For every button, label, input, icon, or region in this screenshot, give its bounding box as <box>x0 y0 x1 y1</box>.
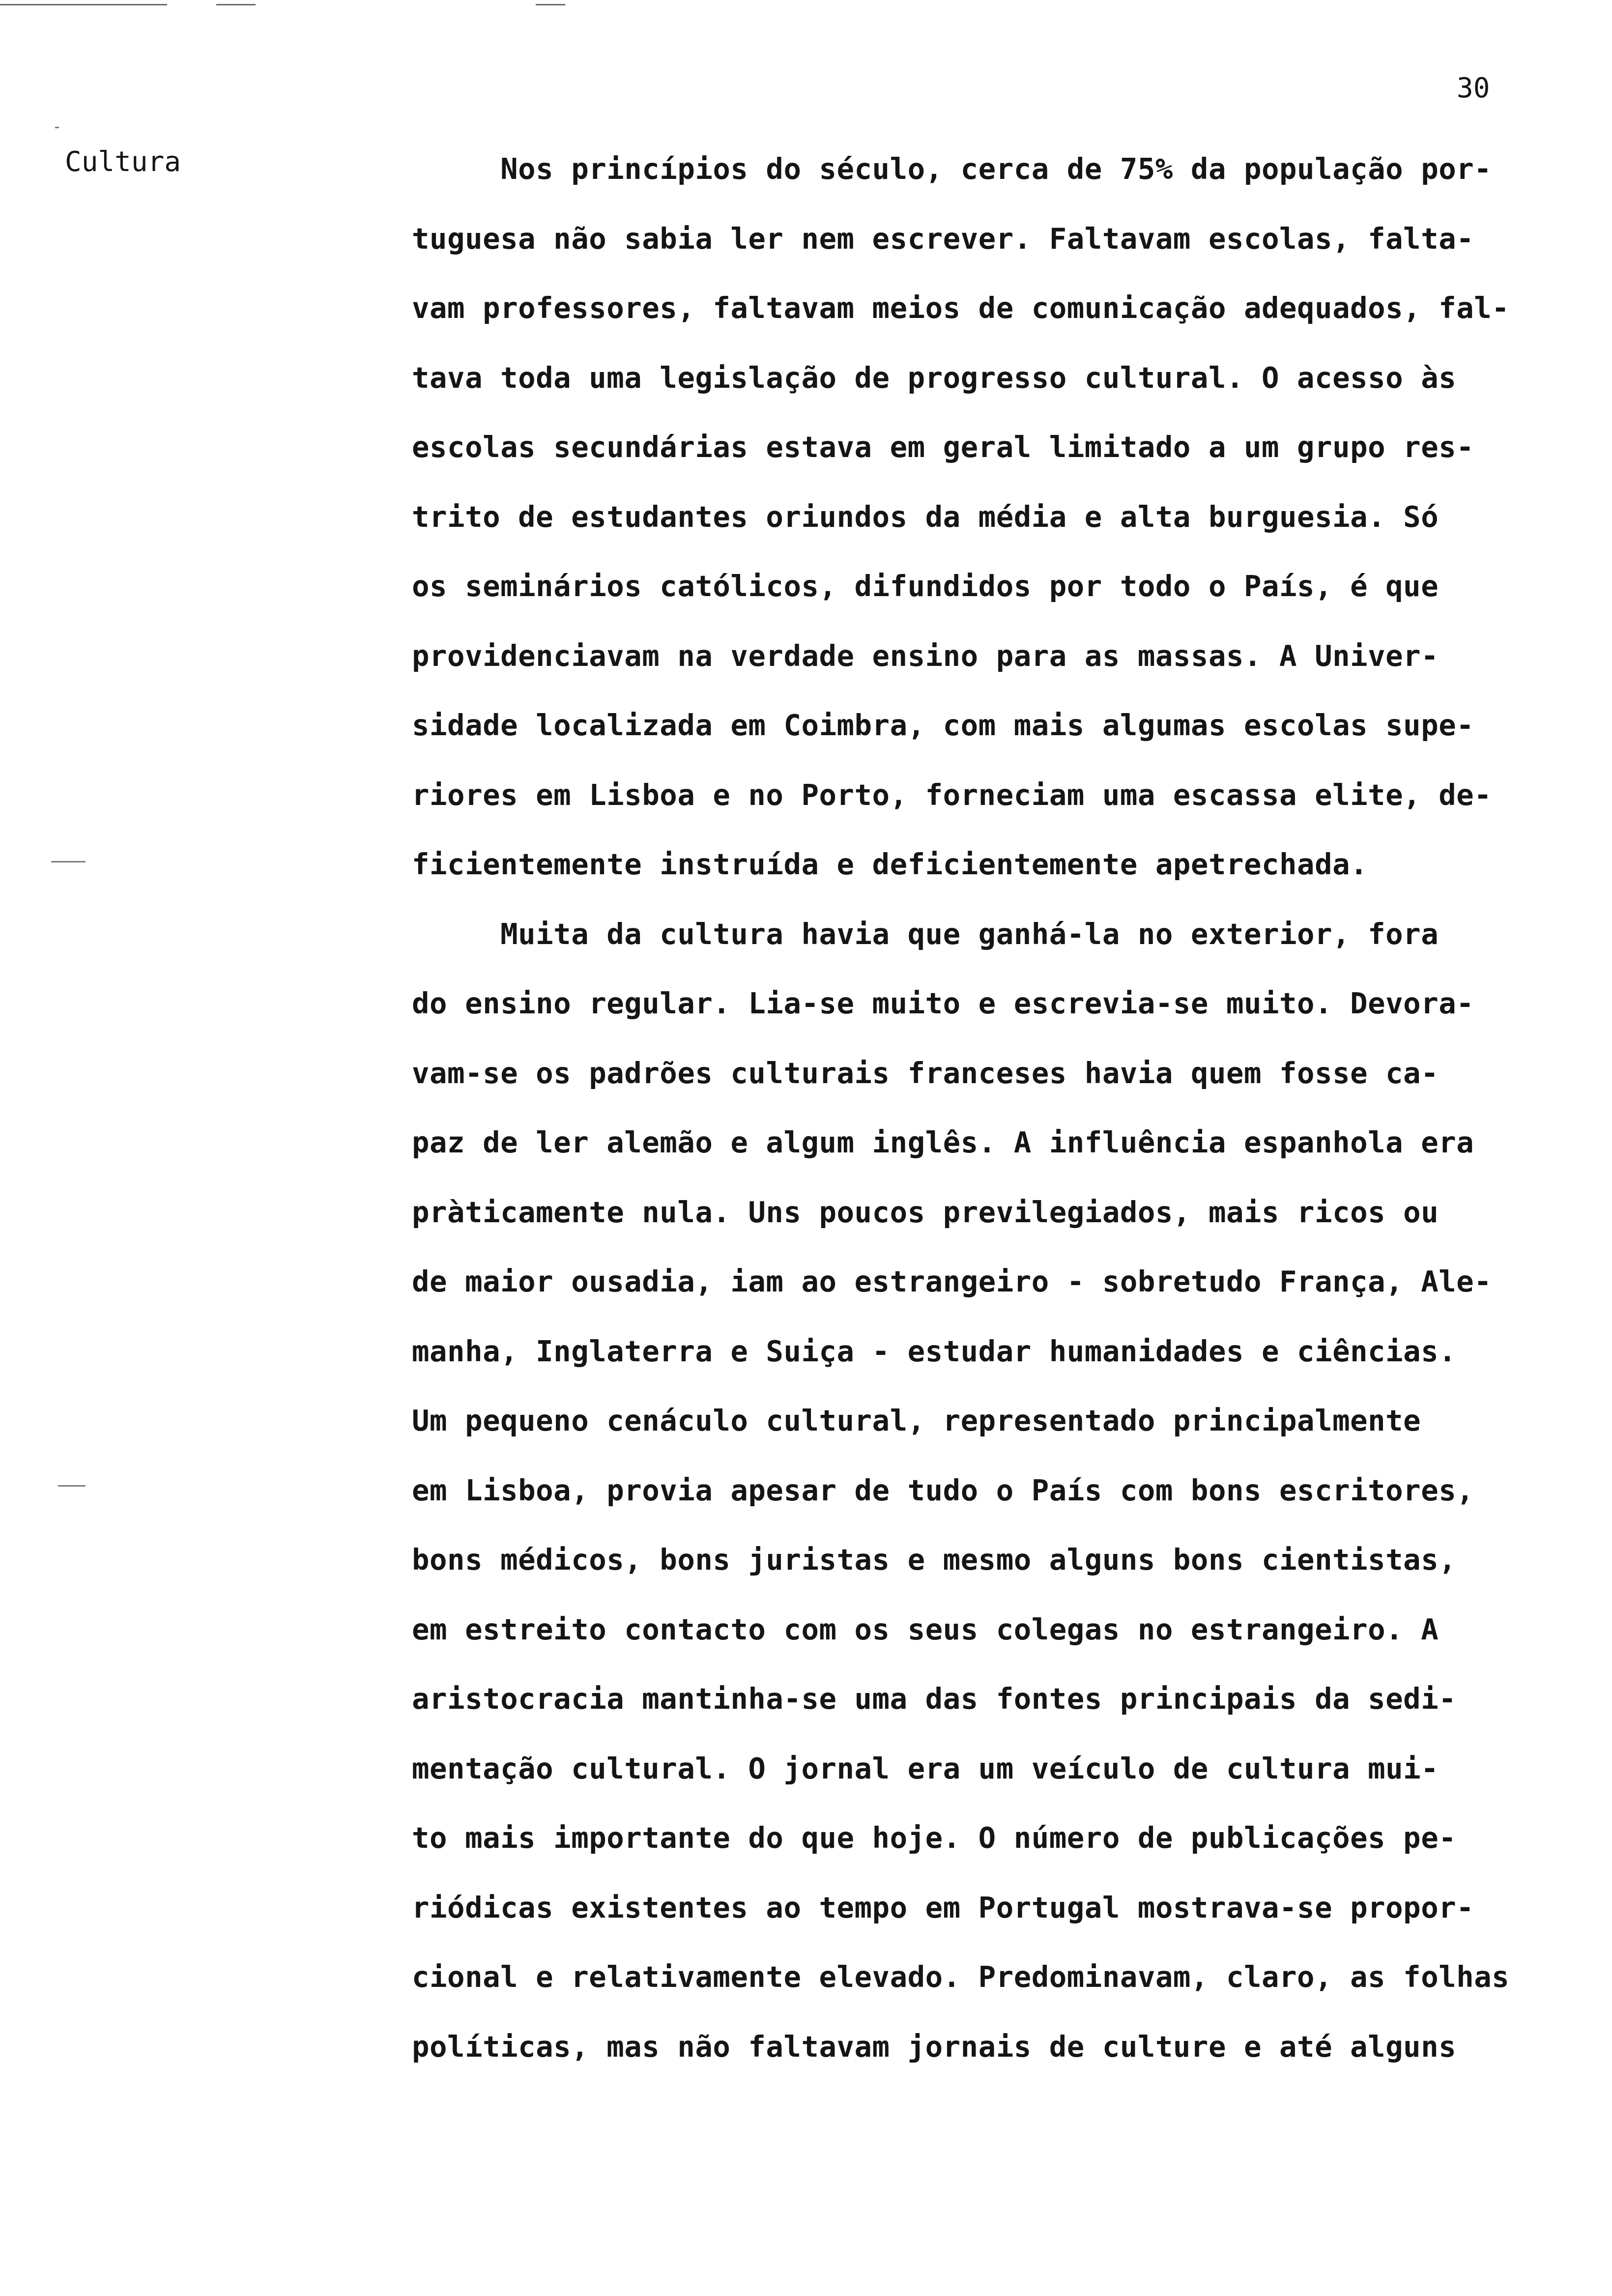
text-line: Muita da cultura havia que ganhá-la no exterior, fora <box>412 917 1439 951</box>
text-line: manha, Inglaterra e Suiça - estudar humanidades e ciências. <box>412 1334 1457 1368</box>
margin-mark <box>51 861 86 862</box>
text-line: em Lisboa, provia apesar de tudo o País com bons escritores, <box>412 1473 1474 1507</box>
text-line: tuguesa não sabia ler nem escrever. Faltavam escolas, falta- <box>412 222 1474 256</box>
text-line: políticas, mas não faltavam jornais de culture e até alguns <box>412 2030 1457 2064</box>
text-line: Um pequeno cenáculo cultural, representado principalmente <box>412 1404 1421 1437</box>
text-line: trito de estudantes oriundos da média e alta burguesia. Só <box>412 500 1439 534</box>
text-line: pràticamente nula. Uns poucos previlegiados, mais ricos ou <box>412 1195 1439 1229</box>
top-edge-rule <box>216 4 256 5</box>
margin-heading: Cultura <box>65 146 181 178</box>
text-line: de maior ousadia, iam ao estrangeiro - sobretudo França, Ale- <box>412 1264 1492 1298</box>
text-line: vam-se os padrões culturais franceses havia quem fosse ca- <box>412 1056 1439 1090</box>
text-line: to mais importante do que hoje. O número de publicações pe- <box>412 1821 1457 1855</box>
margin-mark <box>58 1485 86 1487</box>
text-line: vam professores, faltavam meios de comunicação adequados, fal- <box>412 291 1510 325</box>
text-line: providenciavam na verdade ensino para as massas. A Univer- <box>412 639 1439 673</box>
text-line: tava toda uma legislação de progresso cultural. O acesso às <box>412 361 1457 395</box>
text-line: aristocracia mantinha-se uma das fontes principais da sedi- <box>412 1682 1457 1716</box>
top-edge-rule <box>0 4 167 5</box>
top-edge-rule <box>536 4 565 5</box>
text-line: em estreito contacto com os seus colegas no estrangeiro. A <box>412 1612 1439 1646</box>
text-line: do ensino regular. Lia-se muito e escrevia-se muito. Devora- <box>412 986 1474 1020</box>
text-line: bons médicos, bons juristas e mesmo alguns bons cientistas, <box>412 1543 1457 1577</box>
text-line: escolas secundárias estava em geral limitado a um grupo res- <box>412 430 1474 464</box>
text-line: ficientemente instruída e deficientemente apetrechada. <box>412 847 1368 881</box>
text-line: os seminários católicos, difundidos por todo o País, é que <box>412 569 1439 603</box>
text-line: riódicas existentes ao tempo em Portugal mostrava-se propor- <box>412 1891 1474 1924</box>
margin-mark <box>55 127 59 128</box>
text-line: Nos princípios do século, cerca de 75% da população por- <box>412 152 1492 186</box>
page-number: 30 <box>1457 72 1490 104</box>
text-line: paz de ler alemão e algum inglês. A influência espanhola era <box>412 1125 1474 1159</box>
text-line: sidade localizada em Coimbra, com mais algumas escolas supe- <box>412 708 1474 742</box>
text-line: riores em Lisboa e no Porto, forneciam uma escassa elite, de- <box>412 778 1492 812</box>
text-line: cional e relativamente elevado. Predominavam, claro, as folhas <box>412 1960 1510 1994</box>
text-line: mentação cultural. O jornal era um veículo de cultura mui- <box>412 1751 1439 1785</box>
